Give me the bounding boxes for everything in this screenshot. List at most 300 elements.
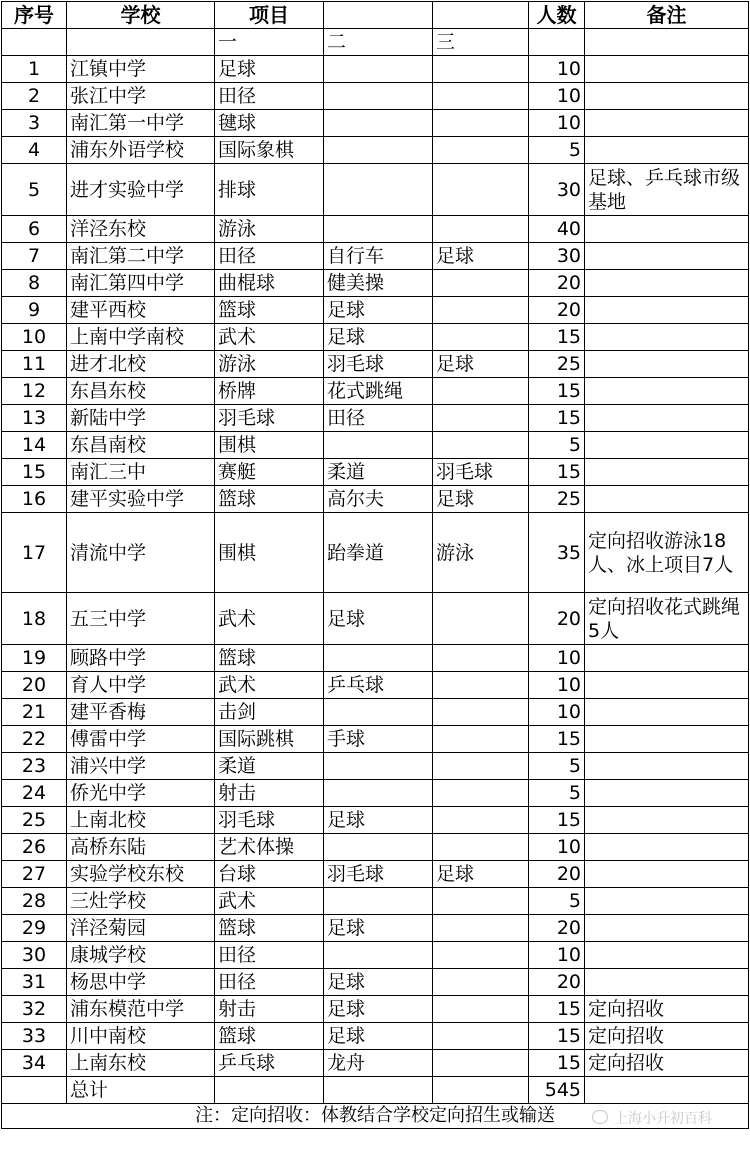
- row-project-2: 健美操: [324, 270, 433, 297]
- row-project-2: 花式跳绳: [324, 378, 433, 405]
- row-count: 10: [529, 672, 585, 699]
- row-index: 10: [2, 324, 67, 351]
- row-project-2: 田径: [324, 405, 433, 432]
- row-count: 35: [529, 513, 585, 593]
- row-index: 7: [2, 243, 67, 270]
- table-row: [2, 753, 749, 780]
- row-project-3: [433, 1023, 529, 1050]
- row-note: [585, 726, 749, 753]
- row-school: 江镇中学: [67, 56, 215, 83]
- row-count: 15: [529, 807, 585, 834]
- total-blank-p3: [433, 1077, 529, 1104]
- subheader-blank-index: [2, 29, 67, 56]
- row-project-3: 游泳: [433, 513, 529, 593]
- row-note: [585, 888, 749, 915]
- row-project-3: [433, 297, 529, 324]
- row-project-2: [324, 83, 433, 110]
- row-school: 东昌东校: [67, 378, 215, 405]
- row-project-1: 篮球: [215, 645, 324, 672]
- row-school: 东昌南校: [67, 432, 215, 459]
- row-count: 10: [529, 699, 585, 726]
- table-row: [2, 83, 749, 110]
- total-blank-p1: [215, 1077, 324, 1104]
- row-index: 34: [2, 1050, 67, 1077]
- row-school: 南汇三中: [67, 459, 215, 486]
- row-index: 21: [2, 699, 67, 726]
- row-school: 三灶学校: [67, 888, 215, 915]
- row-index: 19: [2, 645, 67, 672]
- row-school: 清流中学: [67, 513, 215, 593]
- row-index: 9: [2, 297, 67, 324]
- row-school: 建平实验中学: [67, 486, 215, 513]
- row-school: 川中南校: [67, 1023, 215, 1050]
- row-project-2: 足球: [324, 324, 433, 351]
- row-index: 16: [2, 486, 67, 513]
- header-project-2-blank: [324, 2, 433, 29]
- row-count: 10: [529, 645, 585, 672]
- total-blank-note: [585, 1077, 749, 1104]
- row-note: [585, 861, 749, 888]
- row-project-1: 柔道: [215, 753, 324, 780]
- row-index: 11: [2, 351, 67, 378]
- row-count: 20: [529, 270, 585, 297]
- row-project-2: 足球: [324, 593, 433, 645]
- row-project-2: 手球: [324, 726, 433, 753]
- row-school: 浦东外语学校: [67, 137, 215, 164]
- row-note: [585, 405, 749, 432]
- table-row: [2, 56, 749, 83]
- table-row: [2, 807, 749, 834]
- table-row: [2, 672, 749, 699]
- table-row: [2, 459, 749, 486]
- row-count: 10: [529, 110, 585, 137]
- row-project-2: [324, 56, 433, 83]
- sports-school-table: [1, 1, 749, 1129]
- row-school: 浦兴中学: [67, 753, 215, 780]
- row-index: 4: [2, 137, 67, 164]
- row-project-2: 柔道: [324, 459, 433, 486]
- row-note: [585, 56, 749, 83]
- row-note: 足球、乒乓球市级基地: [585, 164, 749, 216]
- row-index: 5: [2, 164, 67, 216]
- row-project-3: [433, 83, 529, 110]
- row-project-2: [324, 137, 433, 164]
- row-project-1: 围棋: [215, 513, 324, 593]
- row-project-3: [433, 753, 529, 780]
- footnote: 注：定向招收：体教结合学校定向招生或输送: [2, 1104, 749, 1129]
- table-row: [2, 216, 749, 243]
- row-project-1: 羽毛球: [215, 405, 324, 432]
- row-project-3: [433, 834, 529, 861]
- row-project-2: 乒乓球: [324, 672, 433, 699]
- subheader-three: 三: [433, 29, 529, 56]
- row-school: 南汇第二中学: [67, 243, 215, 270]
- row-count: 25: [529, 351, 585, 378]
- header-project: 项目: [215, 2, 324, 29]
- row-project-1: 赛艇: [215, 459, 324, 486]
- row-note: 定向招收游泳18人、冰上项目7人: [585, 513, 749, 593]
- subheader-blank-note: [585, 29, 749, 56]
- header-row: [2, 2, 749, 29]
- row-project-1: 国际跳棋: [215, 726, 324, 753]
- row-index: 15: [2, 459, 67, 486]
- row-project-1: 武术: [215, 672, 324, 699]
- row-project-3: [433, 432, 529, 459]
- row-project-3: 足球: [433, 486, 529, 513]
- row-school: 建平香梅: [67, 699, 215, 726]
- row-school: 进才北校: [67, 351, 215, 378]
- row-project-3: [433, 888, 529, 915]
- row-index: 24: [2, 780, 67, 807]
- row-count: 20: [529, 915, 585, 942]
- table-row: [2, 432, 749, 459]
- row-count: 10: [529, 83, 585, 110]
- row-project-1: 篮球: [215, 486, 324, 513]
- row-project-2: 足球: [324, 1023, 433, 1050]
- row-index: 29: [2, 915, 67, 942]
- row-note: [585, 807, 749, 834]
- row-note: [585, 83, 749, 110]
- row-school: 张江中学: [67, 83, 215, 110]
- row-note: [585, 459, 749, 486]
- table-row: [2, 1050, 749, 1077]
- row-count: 5: [529, 432, 585, 459]
- row-project-3: 足球: [433, 243, 529, 270]
- row-count: 40: [529, 216, 585, 243]
- total-row: [2, 1077, 749, 1104]
- row-note: [585, 432, 749, 459]
- row-project-3: [433, 164, 529, 216]
- table-row: [2, 164, 749, 216]
- row-note: 定向招收: [585, 996, 749, 1023]
- row-index: 8: [2, 270, 67, 297]
- table-row: [2, 969, 749, 996]
- row-project-1: 田径: [215, 942, 324, 969]
- header-index: 序号: [2, 2, 67, 29]
- row-project-1: 武术: [215, 324, 324, 351]
- row-project-1: 艺术体操: [215, 834, 324, 861]
- row-note: [585, 753, 749, 780]
- row-note: 定向招收: [585, 1050, 749, 1077]
- row-index: 14: [2, 432, 67, 459]
- row-project-2: [324, 834, 433, 861]
- row-index: 33: [2, 1023, 67, 1050]
- row-count: 20: [529, 297, 585, 324]
- row-project-3: [433, 405, 529, 432]
- row-count: 15: [529, 405, 585, 432]
- table-row: [2, 378, 749, 405]
- row-count: 30: [529, 164, 585, 216]
- row-note: [585, 297, 749, 324]
- table-row: [2, 888, 749, 915]
- header-project-3-blank: [433, 2, 529, 29]
- row-project-1: 国际象棋: [215, 137, 324, 164]
- row-count: 15: [529, 1023, 585, 1050]
- row-project-2: 足球: [324, 807, 433, 834]
- row-note: [585, 969, 749, 996]
- row-index: 3: [2, 110, 67, 137]
- row-project-3: [433, 996, 529, 1023]
- row-index: 30: [2, 942, 67, 969]
- subheader-blank-school: [67, 29, 215, 56]
- row-count: 5: [529, 888, 585, 915]
- row-index: 17: [2, 513, 67, 593]
- table-row: [2, 405, 749, 432]
- row-school: 康城学校: [67, 942, 215, 969]
- row-index: 25: [2, 807, 67, 834]
- row-note: [585, 780, 749, 807]
- row-index: 18: [2, 593, 67, 645]
- row-note: [585, 137, 749, 164]
- row-count: 15: [529, 324, 585, 351]
- row-project-1: 武术: [215, 888, 324, 915]
- row-school: 育人中学: [67, 672, 215, 699]
- row-project-1: 篮球: [215, 1023, 324, 1050]
- row-project-2: 羽毛球: [324, 351, 433, 378]
- watermark-text: 上海小升初百科: [614, 1111, 712, 1127]
- row-count: 20: [529, 593, 585, 645]
- row-project-2: 羽毛球: [324, 861, 433, 888]
- row-project-2: [324, 110, 433, 137]
- row-school: 建平西校: [67, 297, 215, 324]
- row-count: 10: [529, 942, 585, 969]
- row-project-1: 射击: [215, 780, 324, 807]
- row-note: [585, 699, 749, 726]
- row-project-1: 田径: [215, 969, 324, 996]
- row-project-1: 篮球: [215, 297, 324, 324]
- table-row: [2, 780, 749, 807]
- wechat-icon: [592, 1110, 608, 1124]
- row-count: 15: [529, 1050, 585, 1077]
- row-count: 5: [529, 780, 585, 807]
- row-project-1: 篮球: [215, 915, 324, 942]
- row-project-2: [324, 942, 433, 969]
- row-project-1: 射击: [215, 996, 324, 1023]
- row-index: 32: [2, 996, 67, 1023]
- table-row: [2, 834, 749, 861]
- row-project-3: [433, 378, 529, 405]
- row-school: 洋泾东校: [67, 216, 215, 243]
- row-school: 五三中学: [67, 593, 215, 645]
- row-project-2: 足球: [324, 297, 433, 324]
- total-label: 总计: [67, 1077, 215, 1104]
- row-project-1: 围棋: [215, 432, 324, 459]
- row-note: 定向招收花式跳绳5人: [585, 593, 749, 645]
- row-note: [585, 270, 749, 297]
- row-project-3: [433, 1050, 529, 1077]
- row-note: [585, 645, 749, 672]
- table-row: [2, 270, 749, 297]
- row-project-3: [433, 915, 529, 942]
- row-count: 15: [529, 459, 585, 486]
- row-project-3: [433, 672, 529, 699]
- row-school: 杨思中学: [67, 969, 215, 996]
- subheader-row: [2, 29, 749, 56]
- row-project-2: [324, 164, 433, 216]
- row-school: 上南中学南校: [67, 324, 215, 351]
- row-project-3: [433, 593, 529, 645]
- row-index: 31: [2, 969, 67, 996]
- table-row: [2, 593, 749, 645]
- row-note: [585, 672, 749, 699]
- row-project-3: [433, 807, 529, 834]
- total-blank: [2, 1077, 67, 1104]
- row-school: 实验学校东校: [67, 861, 215, 888]
- row-note: [585, 243, 749, 270]
- row-index: 27: [2, 861, 67, 888]
- header-school: 学校: [67, 2, 215, 29]
- row-project-1: 桥牌: [215, 378, 324, 405]
- row-note: [585, 378, 749, 405]
- row-project-1: 游泳: [215, 216, 324, 243]
- table-row: [2, 486, 749, 513]
- row-count: 15: [529, 726, 585, 753]
- row-school: 高桥东陆: [67, 834, 215, 861]
- row-project-2: [324, 699, 433, 726]
- row-project-3: [433, 56, 529, 83]
- row-count: 15: [529, 996, 585, 1023]
- table-row: [2, 513, 749, 593]
- table-row: [2, 699, 749, 726]
- row-project-2: [324, 888, 433, 915]
- row-count: 30: [529, 243, 585, 270]
- table-row: [2, 996, 749, 1023]
- row-project-1: 田径: [215, 83, 324, 110]
- row-school: 南汇第一中学: [67, 110, 215, 137]
- row-index: 28: [2, 888, 67, 915]
- table-body: [2, 56, 749, 1077]
- row-note: 定向招收: [585, 1023, 749, 1050]
- row-project-3: [433, 780, 529, 807]
- row-school: 傅雷中学: [67, 726, 215, 753]
- watermark: [592, 1108, 712, 1128]
- row-count: 20: [529, 861, 585, 888]
- row-school: 上南北校: [67, 807, 215, 834]
- row-project-2: [324, 645, 433, 672]
- row-project-1: 田径: [215, 243, 324, 270]
- row-project-2: [324, 753, 433, 780]
- table-row: [2, 297, 749, 324]
- table-row: [2, 110, 749, 137]
- row-project-1: 武术: [215, 593, 324, 645]
- row-project-3: 羽毛球: [433, 459, 529, 486]
- row-project-3: [433, 110, 529, 137]
- row-project-3: [433, 324, 529, 351]
- row-project-3: 足球: [433, 351, 529, 378]
- row-project-2: [324, 216, 433, 243]
- row-school: 浦东模范中学: [67, 996, 215, 1023]
- table-row: [2, 915, 749, 942]
- subheader-one: 一: [215, 29, 324, 56]
- row-project-2: 足球: [324, 915, 433, 942]
- row-note: [585, 324, 749, 351]
- row-school: 顾路中学: [67, 645, 215, 672]
- row-count: 5: [529, 753, 585, 780]
- row-project-1: 台球: [215, 861, 324, 888]
- row-project-3: [433, 942, 529, 969]
- total-blank-p2: [324, 1077, 433, 1104]
- row-count: 10: [529, 56, 585, 83]
- row-project-1: 击剑: [215, 699, 324, 726]
- row-project-1: 曲棍球: [215, 270, 324, 297]
- row-project-1: 排球: [215, 164, 324, 216]
- row-index: 20: [2, 672, 67, 699]
- row-index: 1: [2, 56, 67, 83]
- row-project-2: 自行车: [324, 243, 433, 270]
- row-index: 6: [2, 216, 67, 243]
- row-note: [585, 915, 749, 942]
- row-note: [585, 942, 749, 969]
- row-index: 12: [2, 378, 67, 405]
- row-count: 15: [529, 378, 585, 405]
- row-project-2: 足球: [324, 996, 433, 1023]
- row-project-1: 游泳: [215, 351, 324, 378]
- table-row: [2, 243, 749, 270]
- table-row: [2, 861, 749, 888]
- row-note: [585, 110, 749, 137]
- subheader-two: 二: [324, 29, 433, 56]
- row-project-2: [324, 780, 433, 807]
- row-index: 23: [2, 753, 67, 780]
- table-row: [2, 137, 749, 164]
- header-note: 备注: [585, 2, 749, 29]
- subheader-blank-count: [529, 29, 585, 56]
- row-index: 26: [2, 834, 67, 861]
- row-project-1: 乒乓球: [215, 1050, 324, 1077]
- row-index: 13: [2, 405, 67, 432]
- row-project-2: 高尔夫: [324, 486, 433, 513]
- row-school: 上南东校: [67, 1050, 215, 1077]
- row-school: 进才实验中学: [67, 164, 215, 216]
- row-note: [585, 834, 749, 861]
- row-project-2: [324, 432, 433, 459]
- row-count: 25: [529, 486, 585, 513]
- header-count: 人数: [529, 2, 585, 29]
- table-row: [2, 942, 749, 969]
- row-project-3: [433, 216, 529, 243]
- row-school: 洋泾菊园: [67, 915, 215, 942]
- row-note: [585, 351, 749, 378]
- row-project-2: 龙舟: [324, 1050, 433, 1077]
- row-index: 2: [2, 83, 67, 110]
- row-school: 南汇第四中学: [67, 270, 215, 297]
- row-project-2: 跆拳道: [324, 513, 433, 593]
- row-project-3: [433, 137, 529, 164]
- row-school: 侨光中学: [67, 780, 215, 807]
- table-row: [2, 351, 749, 378]
- row-project-1: 毽球: [215, 110, 324, 137]
- row-project-2: 足球: [324, 969, 433, 996]
- table-row: [2, 324, 749, 351]
- table-row: [2, 645, 749, 672]
- row-note: [585, 486, 749, 513]
- table-row: [2, 726, 749, 753]
- row-index: 22: [2, 726, 67, 753]
- row-project-3: 足球: [433, 861, 529, 888]
- row-count: 5: [529, 137, 585, 164]
- row-project-3: [433, 645, 529, 672]
- row-note: [585, 216, 749, 243]
- row-count: 20: [529, 969, 585, 996]
- row-school: 新陆中学: [67, 405, 215, 432]
- row-project-1: 羽毛球: [215, 807, 324, 834]
- row-project-3: [433, 270, 529, 297]
- total-count: 545: [529, 1077, 585, 1104]
- row-count: 10: [529, 834, 585, 861]
- row-project-1: 足球: [215, 56, 324, 83]
- row-project-3: [433, 969, 529, 996]
- row-project-3: [433, 699, 529, 726]
